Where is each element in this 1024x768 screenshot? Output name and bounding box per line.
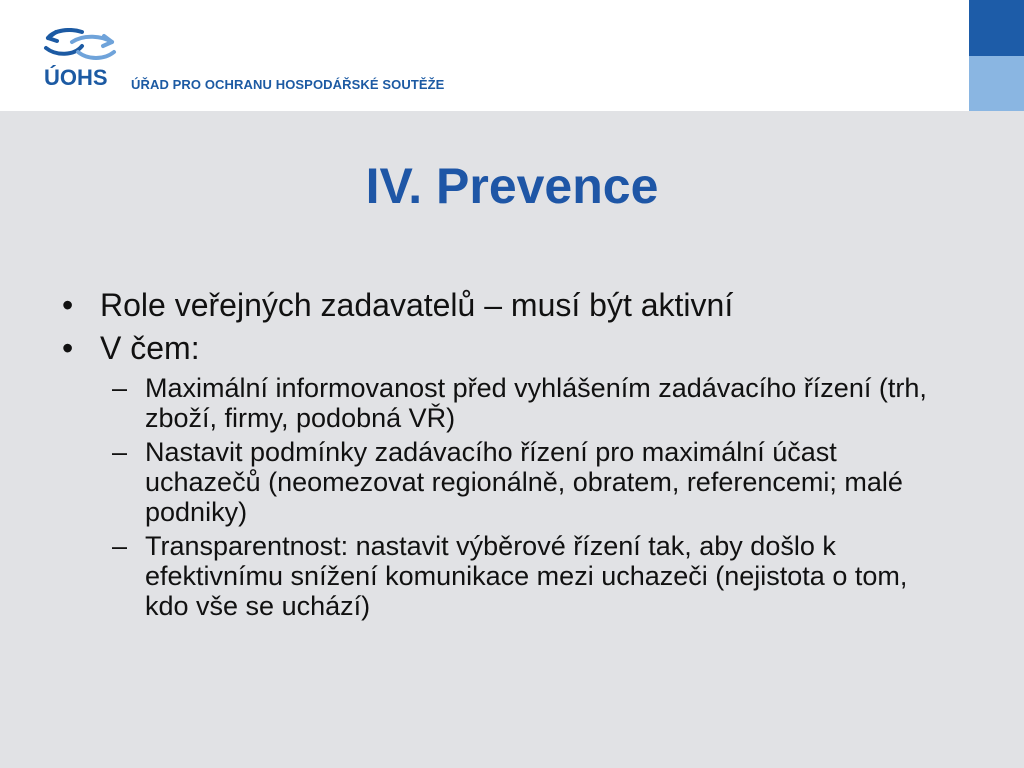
subbullet-text: Nastavit podmínky zadávacího řízení pro maximální účast uchazečů (neomezovat regionálně, obratem, referencemi; malé podniky): [145, 437, 903, 527]
slide-header: [0, 0, 1024, 111]
logo-organization-name: ÚŘAD PRO OCHRANU HOSPODÁŘSKÉ SOUTĚŽE: [131, 77, 445, 92]
subbullet-text: Transparentnost: nastavit výběrové řízení tak, aby došlo k efektivnímu snížení komunikace mezi uchazeči (nejistota o tom, kdo vše se uchází): [145, 531, 908, 621]
corner-bar-dark: [969, 0, 1024, 56]
bullet-item: [62, 287, 962, 324]
bullet-text: V čem:: [100, 330, 200, 366]
logo-acronym: ÚOHS: [44, 65, 108, 90]
dash-mark: –: [112, 437, 128, 467]
bullet-mark: •: [62, 287, 74, 323]
dash-mark: –: [112, 373, 128, 403]
uohs-logo-icon: [42, 28, 118, 64]
slide-title: IV. Prevence: [365, 158, 659, 214]
bullet-text: Role veřejných zadavatelů – musí být aktivní: [100, 287, 734, 323]
subbullet-item: [112, 437, 932, 527]
bullet-mark: •: [62, 330, 74, 366]
subbullet-item: [112, 373, 932, 433]
dash-mark: –: [112, 531, 128, 561]
subbullet-text: Maximální informovanost před vyhlášením zadávacího řízení (trh, zboží, firmy, podobná VŘ): [145, 373, 927, 433]
subbullet-item: [112, 531, 932, 621]
corner-bar-light: [969, 56, 1024, 111]
slide-content: [62, 287, 962, 625]
bullet-item: [62, 330, 962, 367]
